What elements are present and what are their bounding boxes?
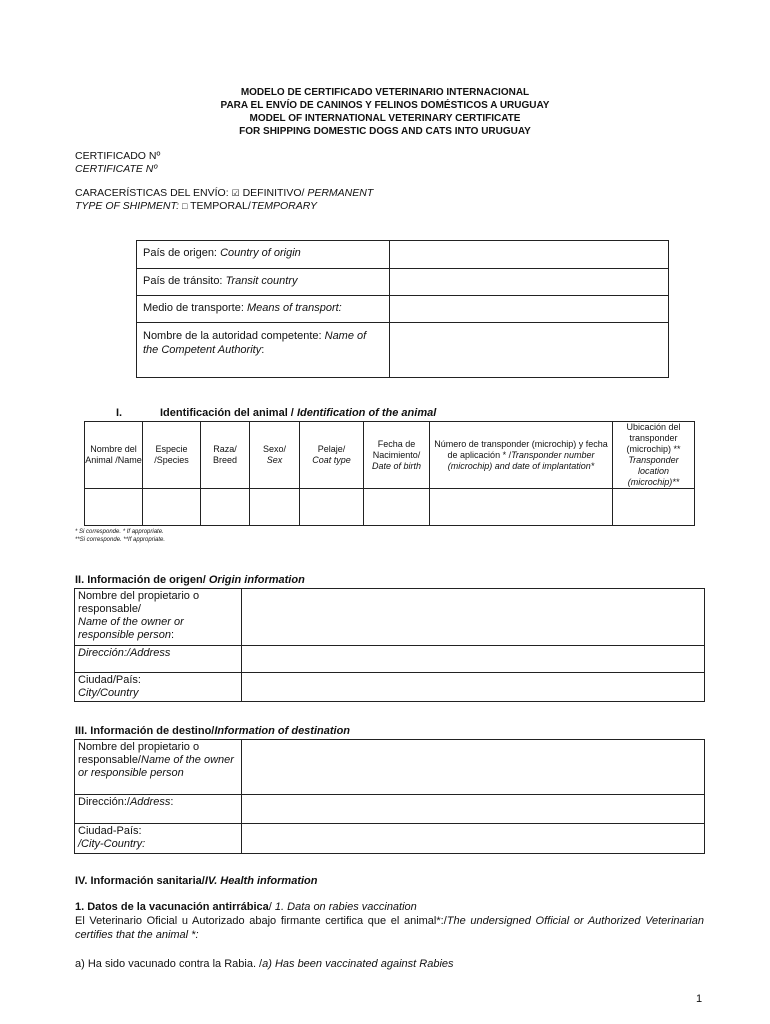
unchecked-checkbox-icon[interactable]: □ [181, 201, 188, 211]
transponder-number-field[interactable] [430, 489, 613, 526]
title-line-3: MODEL OF INTERNATIONAL VETERINARY CERTIFICATE [249, 113, 521, 124]
certificate-number-es: CERTIFICADO Nº [75, 150, 161, 162]
shipment-label-en: TYPE OF SHIPMENT: [75, 200, 180, 212]
origin-owner-label: Nombre del propietario o responsable/ Name of the owner or responsible person: [75, 589, 242, 646]
country-transport-table [136, 240, 669, 378]
destination-information-table [74, 739, 705, 854]
col-species: Especie /Species [143, 422, 201, 489]
origin-city-label: Ciudad/País: City/Country [75, 673, 242, 702]
rabies-vaccination-statement: El Veterinario Oficial u Autorizado abajo firmante certifica que el animal*:/The undersigned Official or Authorized Veterinarian certifies that the animal *: [75, 915, 704, 941]
footnote-1: * Si corresponde. * If appropriate. [75, 529, 164, 535]
footnote-2: **Si corresponde. **If appropriate. [75, 537, 166, 543]
transponder-location-field[interactable] [613, 489, 695, 526]
origin-information-table [74, 588, 705, 702]
authority-label: Nombre de la autoridad competente: Name of the Competent Authority: [137, 323, 390, 378]
col-transponder-location: Ubicación del transponder (microchip) ** Transponder location (microchip)** [613, 422, 695, 489]
animal-identification-table [84, 421, 695, 526]
coat-field[interactable] [300, 489, 364, 526]
certificate-number-en: CERTIFICATE Nº [75, 163, 158, 175]
transit-country-field[interactable] [390, 269, 669, 296]
animal-name-field[interactable] [85, 489, 143, 526]
origin-address-field[interactable] [242, 646, 705, 673]
temporary-es: TEMPORAL/ [190, 200, 251, 212]
rabies-vaccinated-item: a) Ha sido vacunado contra la Rabia. /a) Has been vaccinated against Rabies [75, 958, 454, 970]
destination-city-label: Ciudad-País: /City-Country: [75, 824, 242, 854]
certificate-number [75, 150, 160, 176]
page-number: 1 [696, 993, 703, 1005]
species-field[interactable] [143, 489, 201, 526]
col-transponder-number: Número de transponder (microchip) y fecha de aplicación * /Transponder number (microchip) and date of implantation* [430, 422, 613, 489]
section-1-title: Identificación del animal / Identification of the animal [160, 407, 437, 419]
destination-city-field[interactable] [242, 824, 705, 854]
origin-city-field[interactable] [242, 673, 705, 702]
sex-field[interactable] [250, 489, 300, 526]
transport-field[interactable] [390, 296, 669, 323]
authority-field[interactable] [390, 323, 669, 378]
origin-address-label: Dirección:/Address [75, 646, 242, 673]
title-line-4: FOR SHIPPING DOMESTIC DOGS AND CATS INTO URUGUAY [239, 126, 531, 137]
destination-address-field[interactable] [242, 795, 705, 824]
col-breed: Raza/ Breed [201, 422, 250, 489]
col-coat: Pelaje/ Coat type [300, 422, 364, 489]
destination-owner-field[interactable] [242, 740, 705, 795]
section-4-title: IV. Información sanitaria/IV. Health information [75, 875, 318, 887]
destination-address-label: Dirección:/Address: [75, 795, 242, 824]
origin-country-label: País de origen: Country of origin [137, 241, 390, 269]
transit-country-label: País de tránsito: Transit country [137, 269, 390, 296]
origin-country-field[interactable] [390, 241, 669, 269]
document-title [0, 86, 770, 138]
shipment-label-es: CARACERÍSTICAS DEL ENVÍO: [75, 187, 229, 199]
footnotes [75, 528, 165, 544]
destination-owner-label: Nombre del propietario o responsable/Name of the owner or responsible person [75, 740, 242, 795]
checked-checkbox-icon[interactable]: ☑ [231, 188, 240, 198]
temporary-en: TEMPORARY [250, 200, 317, 212]
origin-owner-field[interactable] [242, 589, 705, 646]
col-sex: Sexo/ Sex [250, 422, 300, 489]
section-1-number: I. [116, 407, 123, 419]
birth-date-field[interactable] [364, 489, 430, 526]
definitive-es: DEFINITIVO/ [242, 187, 305, 199]
title-line-1: MODELO DE CERTIFICADO VETERINARIO INTERNACIONAL [240, 87, 530, 98]
title-line-2: PARA EL ENVÍO DE CANINOS Y FELINOS DOMÉSTICOS A URUGUAY [220, 100, 550, 111]
col-animal-name: Nombre del Animal /Name [85, 422, 143, 489]
rabies-vaccination-heading: 1. Datos de la vacunación antirrábica/ 1. Data on rabies vaccination [75, 901, 417, 913]
breed-field[interactable] [201, 489, 250, 526]
col-birth-date: Fecha de Nacimiento/ Date of birth [364, 422, 430, 489]
section-2-title: II. Información de origen/ Origin information [75, 574, 305, 586]
definitive-en: PERMANENT [307, 187, 374, 199]
section-3-title: III. Información de destino/Information of destination [75, 725, 351, 737]
shipment-type [75, 187, 373, 213]
transport-label: Medio de transporte: Means of transport: [137, 296, 390, 323]
